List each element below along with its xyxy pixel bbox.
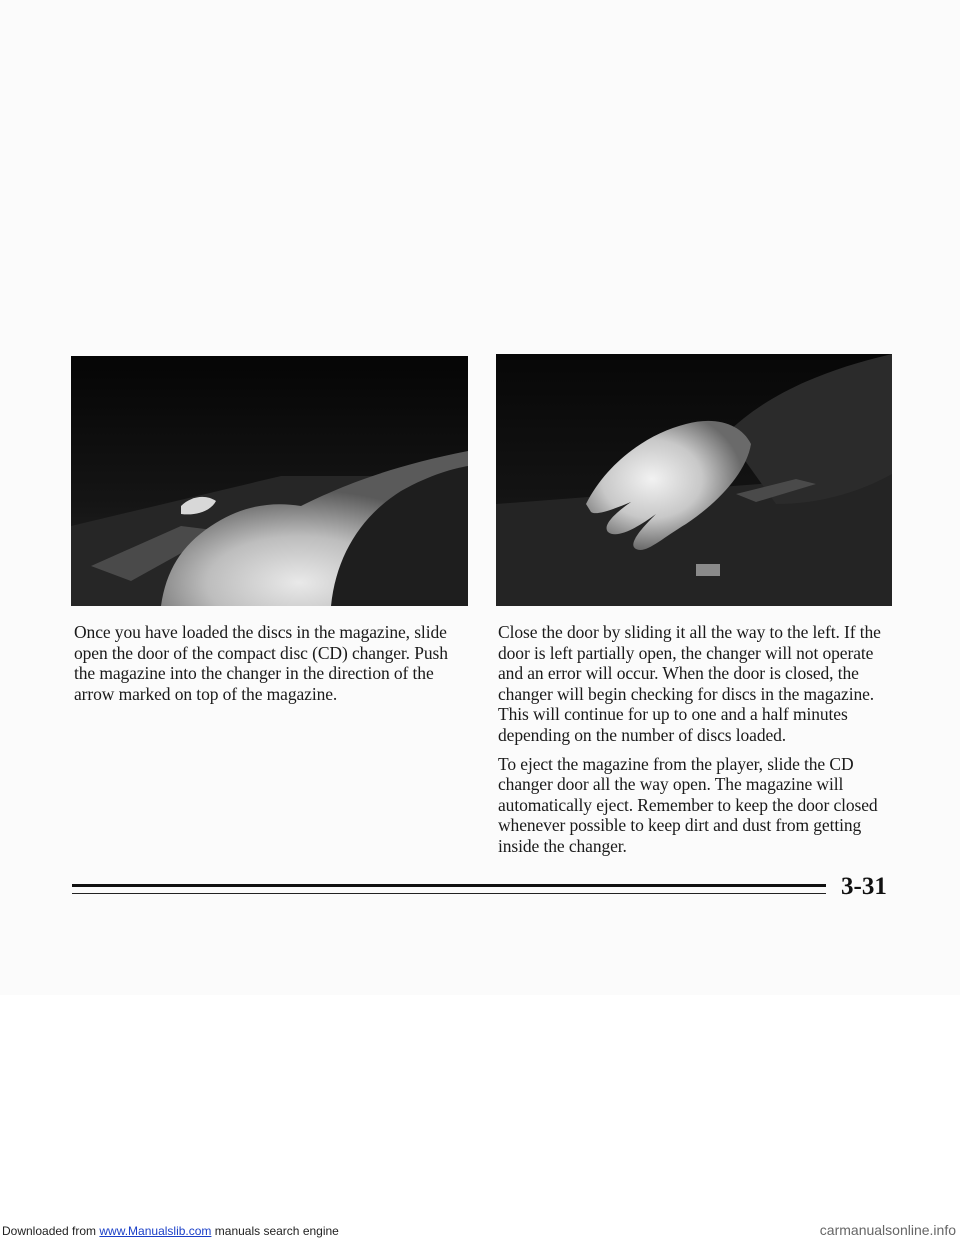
- right-paragraph-2: To eject the magazine from the player, slide the CD changer door all the way open. The magazine will automatically eject. Remember to keep the door closed whenever possible to keep dirt and dust from getting inside the changer.: [498, 753, 878, 856]
- photo-close-door-image: [496, 354, 892, 606]
- download-footer: [2, 1224, 339, 1238]
- footer-rule-thin: [72, 893, 826, 894]
- photo-insert-magazine: [71, 356, 468, 606]
- footer-rule-thick: [72, 884, 826, 887]
- watermark: carmanualsonline.info: [819, 1222, 956, 1238]
- footer-prefix: Downloaded from: [2, 1224, 100, 1238]
- photo-insert-magazine-image: [71, 356, 468, 606]
- page-number: 3-31: [841, 873, 887, 900]
- photo-close-door: [496, 354, 892, 606]
- right-column-text: [498, 622, 893, 865]
- right-paragraph-1: Close the door by sliding it all the way to the left. If the door is left partially open, the changer will not operate and an error will occur. When the door is closed, the changer will begin checking for discs in the magazine. This will continue for up to one and a half minutes depending on the number of discs loaded.: [498, 622, 881, 745]
- left-paragraph-1: Once you have loaded the discs in the magazine, slide open the door of the compact disc (CD) changer. Push the magazine into the changer in the direction of the arrow marked on top of the magazine.: [74, 622, 448, 704]
- manualslib-link[interactable]: www.Manualslib.com: [99, 1224, 212, 1238]
- left-column-text: [74, 622, 464, 712]
- footer-suffix: manuals search engine: [211, 1224, 339, 1238]
